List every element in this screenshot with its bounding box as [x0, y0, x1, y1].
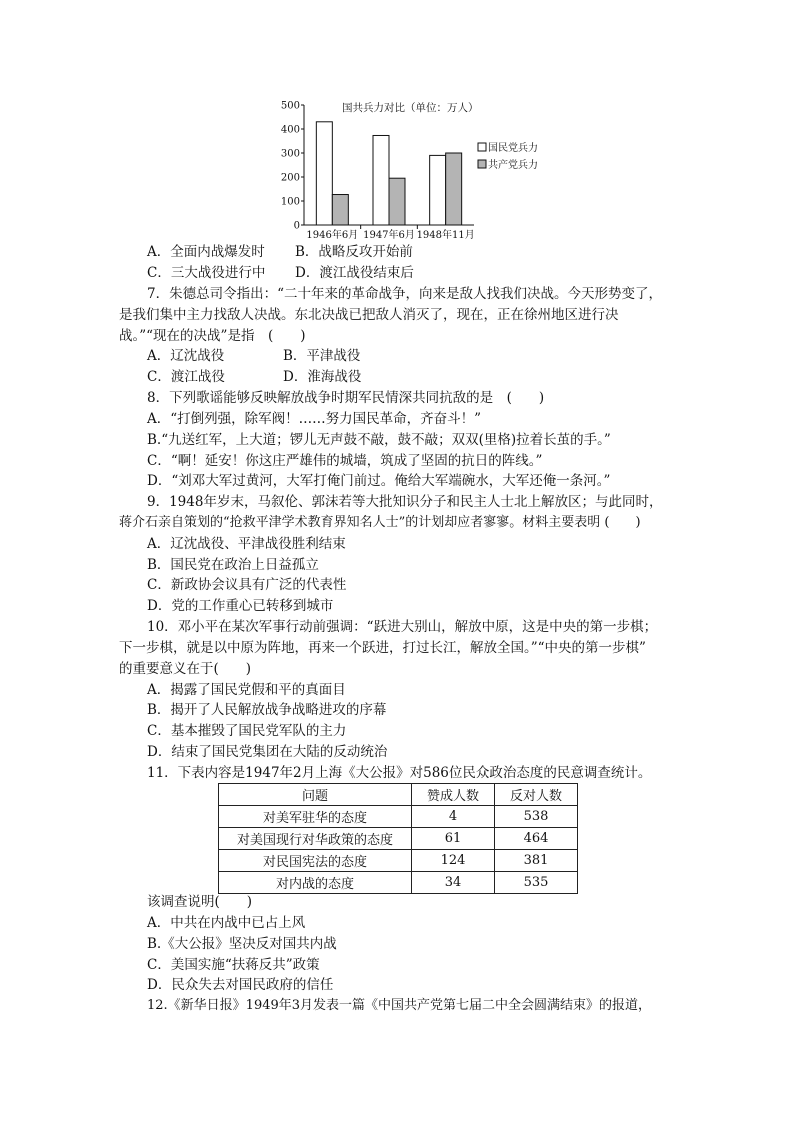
table-row [219, 806, 578, 828]
y-tick-label: 200 [280, 172, 300, 184]
y-tick-label: 500 [280, 100, 300, 112]
troop-comparison-chart [280, 95, 550, 240]
q8-option-d: D．“刘邓大军过黄河，大军打俺门前过。俺给大军端碗水，大军还俺一条河。” [147, 473, 611, 489]
bar [316, 122, 332, 225]
bar [446, 153, 462, 225]
q8-stem: 8．下列歌谣能够反映解放战争时期军民情深共同抗敌的是 ( ) [147, 390, 545, 406]
q11-option-d: D．民众失去对国民政府的信任 [147, 977, 334, 993]
bar [389, 178, 405, 225]
y-tick-label: 300 [280, 148, 300, 160]
q12-stem-line1: 12.《新华日报》1949年3月发表一篇《中国共产党第七届二中全会圆满结束》的报道， [147, 998, 652, 1013]
table-cell: 34 [412, 872, 495, 894]
q9-option-a: A．辽沈战役、平津战役胜利结束 [147, 536, 346, 552]
q6-options-row2 [147, 263, 414, 283]
q9-stem-line2: 蒋介石亲自策划的“抢救平津学术教育界知名人士”的计划却应者寥寥。材料主要表明 ( ) [119, 515, 641, 530]
q7-option-b: B．平津战役 [283, 348, 361, 364]
q11-option-a: A．中共在内战中已占上风 [147, 915, 306, 931]
bar-chart-svg [280, 95, 550, 240]
legend-label: 共产党兵力 [488, 160, 538, 171]
legend-swatch [478, 143, 486, 151]
q8-option-b: B.“九送红军，上大道；锣儿无声鼓不敲，鼓不敲；双双(里格)拉着长茧的手。” [147, 432, 611, 448]
q6-option-b: B．战略反攻开始前 [295, 244, 413, 260]
q7-stem-line1: 7．朱德总司令指出：“二十年来的革命战争，向来是敌人找我们决战。今天形势变了， [147, 286, 662, 302]
bar [373, 135, 389, 225]
legend-label: 国民党兵力 [488, 143, 538, 154]
q11-option-b: B.《大公报》坚决反对国共内战 [147, 936, 337, 952]
table-header: 赞成人数 [412, 784, 495, 806]
table-cell: 对民国宪法的态度 [219, 850, 412, 872]
bar [332, 195, 348, 225]
x-tick-label: 1947年6月 [363, 230, 415, 240]
table-row [219, 872, 578, 894]
x-tick-label: 1948年11月 [416, 230, 475, 240]
q7-stem-line2: 是我们集中主力找敌人决战。东北决战已把敌人消灭了，现在，正在徐州地区进行决 [119, 307, 619, 323]
q6-options-row1 [147, 242, 413, 262]
q10-option-a: A．揭露了国民党假和平的真面目 [147, 682, 346, 698]
q6-option-a: A．全面内战爆发时 [147, 244, 265, 260]
x-tick-label: 1946年6月 [306, 230, 359, 240]
table-cell: 535 [495, 872, 578, 894]
table-header: 反对人数 [495, 784, 578, 806]
q7-options-row2 [147, 367, 361, 387]
q11-prompt: 该调查说明( ) [147, 894, 253, 910]
table-cell: 124 [412, 850, 495, 872]
q10-option-d: D．结束了国民党集团在大陆的反动统治 [147, 744, 388, 760]
q9-stem-line1: 9．1948年岁末，马叙伦、郭沫若等大批知识分子和民主人士北上解放区；与此同时， [147, 494, 663, 510]
q7-option-d: D．淮海战役 [283, 369, 362, 385]
q7-stem-line3: 战。”“现在的决战”是指 ( ) [119, 328, 306, 344]
q9-option-d: D．党的工作重心已转移到城市 [147, 598, 334, 614]
q8-option-c: C．“啊！延安！你这庄严雄伟的城墙，筑成了坚固的抗日的阵线。” [147, 453, 543, 469]
table-cell: 538 [495, 806, 578, 828]
table-cell: 61 [412, 828, 495, 850]
table-cell: 4 [412, 806, 495, 828]
q10-option-b: B．揭开了人民解放战争战略进攻的序幕 [147, 702, 387, 718]
q8-option-a: A．“打倒列强，除军阀！……努力国民革命，齐奋斗！” [147, 411, 482, 427]
q11-option-c: C．美国实施“扶蒋反共”政策 [147, 957, 320, 973]
q11-stem: 11．下表内容是1947年2月上海《大公报》对586位民众政治态度的民意调查统计。 [147, 765, 652, 781]
table-row [219, 850, 578, 872]
q10-option-c: C．基本摧毁了国民党军队的主力 [147, 723, 347, 739]
y-tick-label: 400 [280, 124, 300, 136]
q10-stem-line1: 10．邓小平在某次军事行动前强调：“跃进大别山，解放中原，这是中央的第一步棋； [147, 619, 658, 635]
table-cell: 381 [495, 850, 578, 872]
q10-stem-line3: 的重要意义在于( ) [119, 661, 252, 677]
table-row [219, 828, 578, 850]
survey-table [218, 783, 578, 894]
table-cell: 对美军驻华的态度 [219, 806, 412, 828]
y-tick-label: 0 [293, 220, 300, 232]
q6-option-d: D．渡江战役结束后 [295, 265, 414, 281]
chart-title: 国共兵力对比（单位：万人） [342, 102, 479, 114]
q6-option-c: C．三大战役进行中 [147, 265, 266, 281]
bar [430, 155, 446, 225]
table-cell: 对内战的态度 [219, 872, 412, 894]
table-header: 问题 [219, 784, 412, 806]
q7-option-c: C．渡江战役 [147, 369, 225, 385]
table-cell: 对美国现行对华政策的态度 [219, 828, 412, 850]
table-header-row [219, 784, 578, 806]
q9-option-c: C．新政协会议具有广泛的代表性 [147, 577, 347, 593]
q10-stem-line2: 下一步棋，就是以中原为阵地，再来一个跃进，打过长江，解放全国。”“中央的第一步棋” [119, 640, 646, 656]
q7-option-a: A．辽沈战役 [147, 348, 225, 364]
y-tick-label: 100 [280, 196, 300, 208]
legend-swatch [478, 160, 486, 168]
table-cell: 464 [495, 828, 578, 850]
q9-option-b: B．国民党在政治上日益孤立 [147, 557, 319, 573]
q7-options-row1 [147, 346, 360, 366]
